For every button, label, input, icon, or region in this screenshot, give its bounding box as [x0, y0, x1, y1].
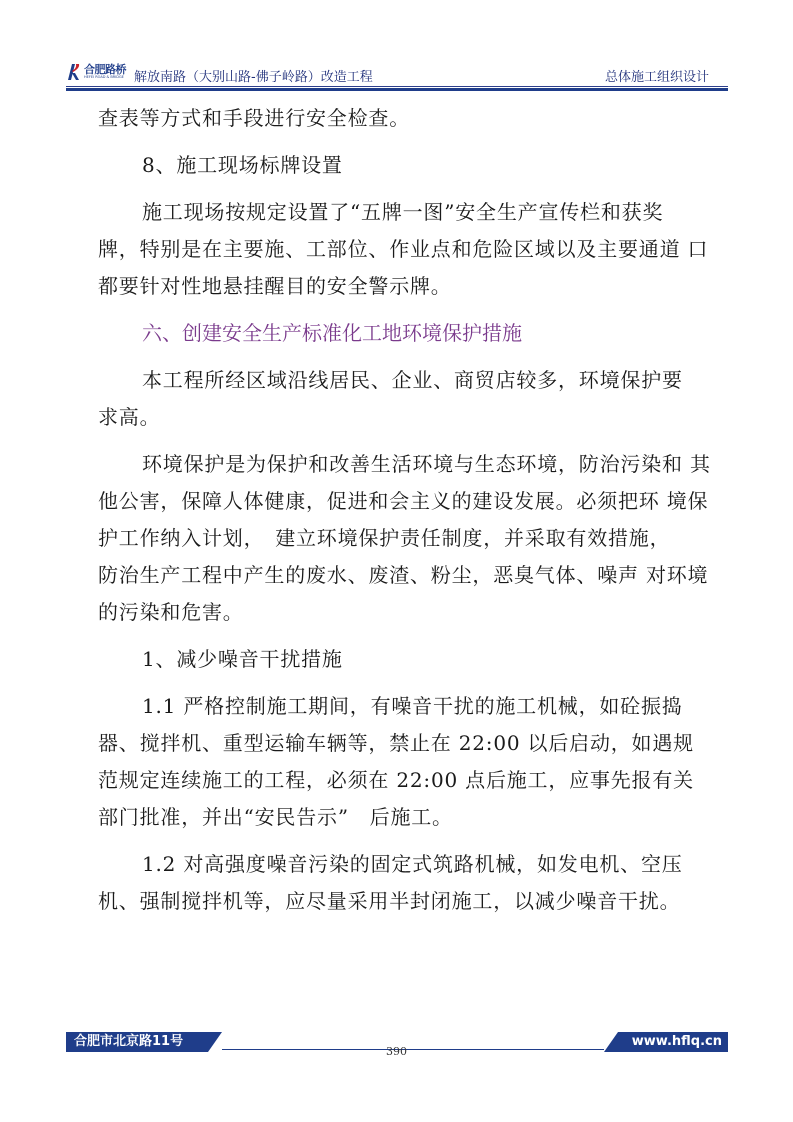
- section-heading: 六、创建安全生产标准化工地环境保护措施: [142, 321, 522, 345]
- header-divider-thick: [66, 88, 728, 91]
- text-line: 部门批准，并出“安民告示” 后施工。: [98, 805, 453, 829]
- company-logo: [66, 63, 126, 81]
- paragraph: [98, 688, 718, 836]
- paragraph: [98, 846, 718, 920]
- subsection-heading: 1、减少噪音干扰措施: [142, 647, 343, 671]
- page-number: 390: [386, 1045, 407, 1058]
- text-line: 防治生产工程中产生的废水、废渣、粉尘，恶臭气体、噪声 对环境: [98, 563, 709, 587]
- text-line: 的污染和危害。: [98, 600, 244, 624]
- text-line: 施工现场按规定设置了“五牌一图”安全生产宣传栏和获奖: [142, 200, 664, 224]
- paragraph: [98, 147, 718, 184]
- paragraph: [98, 100, 718, 137]
- text-line: 范规定连续施工的工程，必须在 22:00 点后施工，应事先报有关: [98, 768, 694, 792]
- text-line: 他公害，保障人体健康，促进和会主义的建设发展。必须把环 境保: [98, 489, 709, 513]
- paragraph: [98, 194, 718, 305]
- paragraph: [98, 446, 718, 631]
- text-line: 求高。: [98, 405, 161, 429]
- text-line: 1.2 对高强度噪音污染的固定式筑路机械，如发电机、空压: [142, 852, 683, 876]
- text-line: 机、强制搅拌机等，应尽量采用半封闭施工，以减少噪音干扰。: [98, 889, 681, 913]
- text-line: 护工作纳入计划， 建立环境保护责任制度，并采取有效措施，: [98, 526, 671, 550]
- text-line: 查表等方式和手段进行安全检查。: [98, 106, 410, 130]
- document-body: [98, 100, 718, 930]
- page-header: [0, 0, 793, 92]
- paragraph: [98, 641, 718, 678]
- text-line: 都要针对性地悬挂醒目的安全警示牌。: [98, 274, 452, 298]
- subsection-heading: 8、施工现场标牌设置: [142, 153, 343, 177]
- footer-address: 合肥市北京路11号: [66, 1032, 208, 1052]
- text-line: 环境保护是为保护和改善生活环境与生态环境，防治污染和 其: [142, 452, 711, 476]
- document-title: 总体施工组织设计: [604, 70, 709, 85]
- text-line: 器、搅拌机、重型运输车辆等，禁止在 22:00 以后启动，如遇规: [98, 731, 694, 755]
- header-divider: [66, 86, 728, 87]
- paragraph: [98, 362, 718, 436]
- text-line: 1.1 严格控制施工期间，有噪音干扰的施工机械，如砼振捣: [142, 694, 683, 718]
- text-line: 牌，特别是在主要施、工部位、作业点和危险区域以及主要通道 口: [98, 237, 709, 261]
- logo-icon: [66, 63, 82, 81]
- logo-english-name: HEFEI ROAD & BRIDGE: [84, 75, 124, 80]
- footer-website: www.hflq.cn: [618, 1032, 728, 1052]
- logo-chinese-name: 合肥路桥: [84, 63, 126, 77]
- text-line: 本工程所经区域沿线居民、企业、商贸店较多，环境保护要: [142, 368, 683, 392]
- project-title: 解放南路（大别山路-佛子岭路）改造工程: [134, 70, 373, 85]
